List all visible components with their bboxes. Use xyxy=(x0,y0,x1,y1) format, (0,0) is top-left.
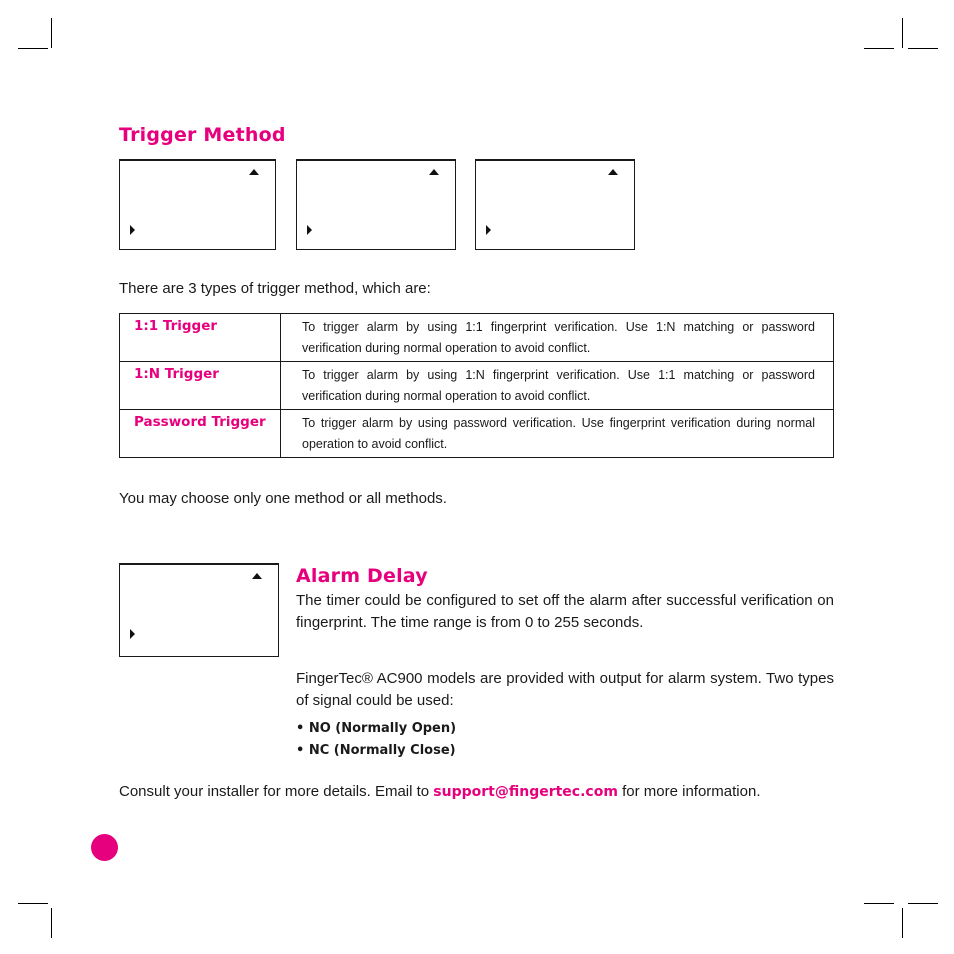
consult-before: Consult your installer for more details. Email to xyxy=(119,783,434,800)
crop-mark xyxy=(864,48,894,49)
methods-note: You may choose only one method or all methods. xyxy=(119,490,447,507)
lcd-screen-4 xyxy=(119,563,279,657)
support-email-link[interactable]: support@fingertec.com xyxy=(433,784,618,800)
crop-mark xyxy=(908,48,938,49)
lcd-screen-2 xyxy=(296,159,456,250)
table-row xyxy=(120,410,834,458)
crop-mark xyxy=(902,908,903,938)
up-arrow-icon xyxy=(249,169,259,175)
lcd-screen-3 xyxy=(475,159,635,250)
list-item: • NC (Normally Close) xyxy=(296,740,456,762)
up-arrow-icon xyxy=(252,573,262,579)
crop-mark xyxy=(51,18,52,48)
crop-mark xyxy=(902,18,903,48)
consult-text xyxy=(119,781,761,803)
list-item: • NO (Normally Open) xyxy=(296,718,456,740)
method-description: To trigger alarm by using password verification. Use fingerprint verification during normal operation to avoid conflict. xyxy=(281,410,834,458)
alarm-delay-heading: Alarm Delay xyxy=(296,565,428,587)
right-arrow-icon xyxy=(130,629,135,639)
method-name: Password Trigger xyxy=(120,410,281,458)
right-arrow-icon xyxy=(307,225,312,235)
crop-mark xyxy=(864,903,894,904)
trigger-method-heading: Trigger Method xyxy=(119,124,286,146)
method-name: 1:N Trigger xyxy=(120,362,281,410)
crop-mark xyxy=(51,908,52,938)
trigger-intro: There are 3 types of trigger method, which are: xyxy=(119,280,431,297)
consult-after: for more information. xyxy=(617,783,761,800)
right-arrow-icon xyxy=(486,225,491,235)
method-description: To trigger alarm by using 1:1 fingerprint verification. Use 1:N matching or password verification during normal operation to avoid conflict. xyxy=(281,314,834,362)
signal-list xyxy=(296,718,456,762)
page-marker xyxy=(91,834,118,861)
alarm-delay-description: The timer could be configured to set off the alarm after successful verification on fingerprint. The time range is from 0 to 255 seconds. xyxy=(296,592,834,631)
table-row xyxy=(120,362,834,410)
crop-mark xyxy=(908,903,938,904)
crop-mark xyxy=(18,903,48,904)
method-name: 1:1 Trigger xyxy=(120,314,281,362)
crop-mark xyxy=(18,48,48,49)
trigger-methods-table xyxy=(119,313,834,458)
up-arrow-icon xyxy=(429,169,439,175)
right-arrow-icon xyxy=(130,225,135,235)
table-row xyxy=(120,314,834,362)
lcd-screen-1 xyxy=(119,159,276,250)
models-text: FingerTec® AC900 models are provided with output for alarm system. Two types of signal could be used: xyxy=(296,670,834,709)
method-description: To trigger alarm by using 1:N fingerprint verification. Use 1:1 matching or password verification during normal operation to avoid conflict. xyxy=(281,362,834,410)
up-arrow-icon xyxy=(608,169,618,175)
